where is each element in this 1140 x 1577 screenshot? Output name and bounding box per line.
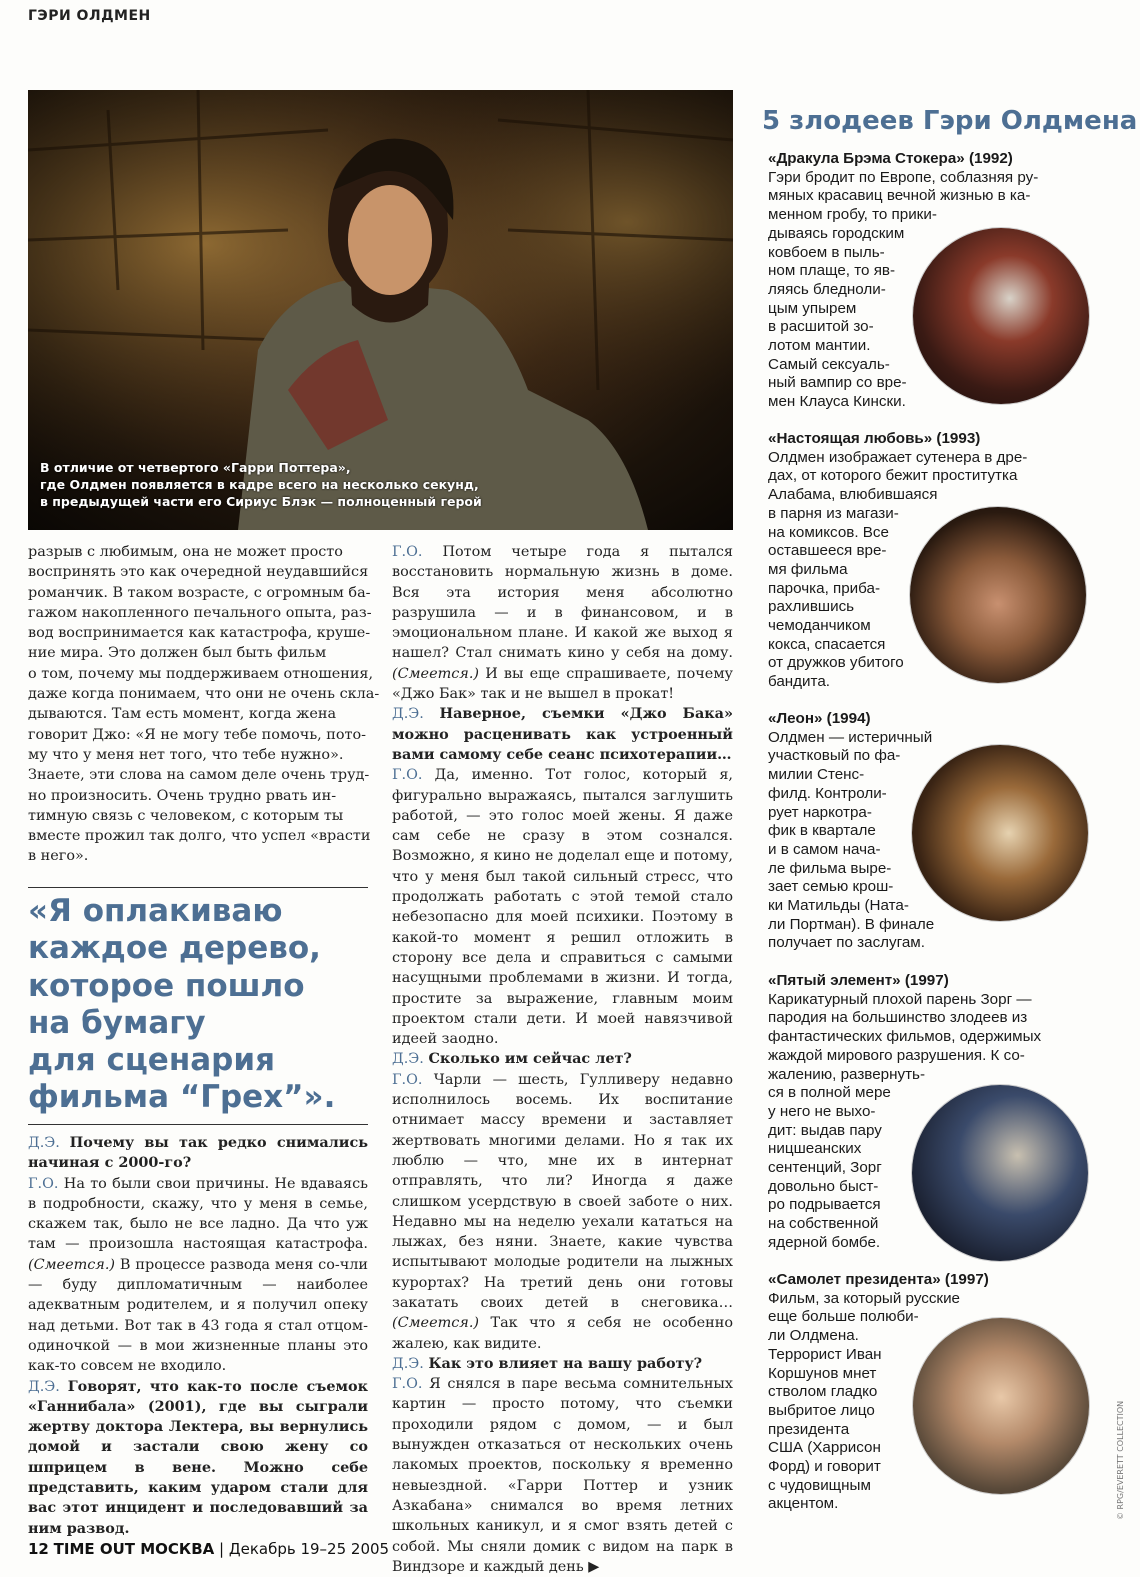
villain-air-force-one: «Самолет президента» (1997) Фильм, за который русские еще больше полюби- ли Олдмена. Террорист Иван Коршунов мнет стволом гладко выбритое лицо президента США (Харрисон Форд) и говорит с чудовищным акцентом. bbox=[768, 1271, 989, 1513]
page-number: 12 bbox=[28, 1540, 49, 1558]
villain-leon: «Леон» (1994) Олдмен — истеричный участковый по фа- милии Стенс- филд. Контроли- рует наркотра- фик в квартале и в самом нача- ле фильма выре- зает семью крош- ки Матильды (Ната- ли Портман). В финале получает по заслугам. bbox=[768, 710, 935, 952]
question: Д.Э. Почему вы так редко снимались начиная с 2000-го? bbox=[28, 1134, 368, 1172]
answer: Г.О. Чарли — шесть, Гулливеру недавно исполнилось восемь. Их воспитание отнимает массу времени и заставляет жертвовать многими делами. Но я так их люблю — что, мне их в интернат отправлять, что ли? Иногда я даже слишком усердствую в своей заботе о них. Недавно мы на неделю уехали кататься на лыжах, без няни. Знаете, какие чувства испытывают молодые родители на лыжных курортах? На третий день они готовы закатать своих детей в снеговика… (Смеется.) Так что я себя не особенно жалею, как видите. bbox=[392, 1071, 734, 1352]
pullquote: «Я оплакиваю каждое дерево, которое пошло на бумагу для сценария фильма “Грех”». bbox=[28, 893, 336, 1116]
villain-fifth-element: «Пятый элемент» (1997) Карикатурный плохой парень Зорг — пародия на большинство злодеев из фантастических фильмов, одержимых жаждой мирового разрушения. К со- жалению, развернуть- ся в полной мере у него не выхо- дит: выдав пару ницшеанских сентенций, Зорг довольно быст- ро подрывается на собственной ядерной бомбе. bbox=[768, 972, 1042, 1251]
dracula-photo bbox=[913, 228, 1089, 404]
magazine-name: TIME OUT МОСКВА bbox=[53, 1540, 215, 1558]
page-footer bbox=[28, 1540, 389, 1558]
air-force-one-photo bbox=[913, 1318, 1089, 1494]
leon-photo bbox=[912, 745, 1088, 921]
sidebar-title: 5 злодеев Гэри Олдмена bbox=[762, 106, 1138, 136]
pullquote-rule-top bbox=[28, 887, 368, 888]
fifth-element-photo bbox=[912, 1085, 1088, 1261]
question: Д.Э. Как это влияет на вашу работу? bbox=[392, 1354, 703, 1372]
photo-caption: В отличие от четвертого «Гарри Поттера», где Олдмен появляется в кадре всего на несколько секунд, в предыдущей части его Сириус Блэк — полноценный герой bbox=[40, 460, 482, 509]
question: Д.Э. Наверное, съемки «Джо Бака» можно расценивать как устроенный вами самому себе сеанс психотерапии… bbox=[392, 705, 733, 763]
column-1-interview bbox=[28, 1133, 368, 1539]
answer: Г.О. Потом четыре года я пытался восстановить нормальную жизнь в доме. Вся эта история меня абсолютно разрушила — и в финансовом, и в эмоциональном плане. И какой же выход я нашел? Стал снимать кино у себя на дому. (Смеется.) И вы еще спрашиваете, почему «Джо Бак» так и не вышел в прокат! bbox=[392, 544, 734, 703]
question: Д.Э. Говорят, что как-то после съемок «Ганнибала» (2001), где вы сыграли жертву доктора Лектера, вы вернулись домой и застали свою жену со шприцем в вене. Можно себе представить, каким ударом стали для вас этот инцидент и последовавший за ним развод. bbox=[28, 1377, 368, 1537]
villain-true-romance: «Настоящая любовь» (1993) Олдмен изображает сутенера в дре- дах, от которого бежит проститутка Алабама, влюбившаяся в парня из магази- на комиксов. Все оставшееся вре- мя фильма парочка, приба- рахлившись чемоданчиком кокса, спасается от дружков убитого бандита. bbox=[768, 430, 1028, 691]
answer: Г.О. Да, именно. Тот голос, который я, фигурально выражаясь, пытался заглушить работой, — это голос моей жены. Я даже сам себе не сразу в этом сознался. Возможно, я кино не доделал еще и потому, что у меня был такой сильный стресс, что продолжать работать с этой темой стало небезопасно для моей психики. Поэтому в какой-то момент я решил отложить в сторону все дела и справиться с самыми насущными проблемами в жизни. И тогда, простите за выражение, главным моим проектом стали дети. И моей навязчивой идеей заодно. bbox=[392, 767, 733, 1048]
section-header: ГЭРИ ОЛДМЕН bbox=[28, 8, 151, 24]
issue-date: Декабрь 19–25 2005 bbox=[228, 1540, 390, 1558]
column-1-top: разрыв с любимым, она не может просто воспринять это как очередной неудавшийся романчик. В таком возрасте, с огромным ба- гажом накопленного печального опыта, раз- вод воспринимается как катастрофа, круше- ние мира. Это должен был быть фильм о том, почему мы поддерживаем отношения, даже когда понимаем, что они не очень скла- дываются. Там есть момент, когда жена говорит Джо: «Я не могу тебе помочь, пото- му что у меня нет того, что тебе нужно». Знаете, эти слова на самом деле очень труд- но произносить. Очень трудно рвать ин- тимную связь с человеком, с которым ты вместе прожил так долго, что успел «врасти в него». bbox=[28, 544, 380, 865]
column-2-interview bbox=[392, 542, 733, 1577]
photo-credit: © RPG/EVERETT COLLECTION bbox=[1116, 1400, 1125, 1520]
answer: Г.О. На то были свои причины. Не вдаваясь в подробности, скажу, что у меня в семье, скажем так, было не все ладно. Да что уж там — произошла настоящая катастрофа. (Смеется.) В процессе развода меня со-чли — буду дипломатичным — наиболее адекватным родителем, и я получил опеку над детьми. Вот так в 43 года я стал отцом-одиночкой — в мои жизненные планы это как-то совсем не входило. bbox=[28, 1175, 369, 1375]
article-photo bbox=[28, 90, 733, 530]
true-romance-photo bbox=[910, 507, 1086, 683]
footer-separator: | bbox=[219, 1540, 225, 1558]
answer: Г.О. Я снялся в паре весьма сомнительных картин — просто потому, что съемки проходили рядом с домом, — и был вынужден отказаться от нескольких очень лакомых проектов, поскольку я временно невыездной. «Гарри Поттер и узник Азкабана» снимался во время летних школьных каникул, и я смог взять детей с собой. Мы сняли домик с видом на парк в Виндзоре и каждый день ▶ bbox=[392, 1376, 733, 1575]
pullquote-rule-bottom bbox=[28, 1124, 368, 1125]
question: Д.Э. Сколько им сейчас лет? bbox=[392, 1050, 632, 1068]
villain-dracula: «Дракула Брэма Стокера» (1992) Гэри бродит по Европе, соблазняя ру- мяных красавиц вечной жизнью в ка- менном гробу, то прики- дываясь городским ковбоем в пыль- ном плаще, то яв- ляясь бледноли- цым упырем в расшитой зо- лотом мантии. Самый сексуаль- ный вампир со вре- мен Клауса Кински. bbox=[768, 150, 1039, 411]
continue-arrow-icon: ▶ bbox=[588, 1558, 600, 1575]
